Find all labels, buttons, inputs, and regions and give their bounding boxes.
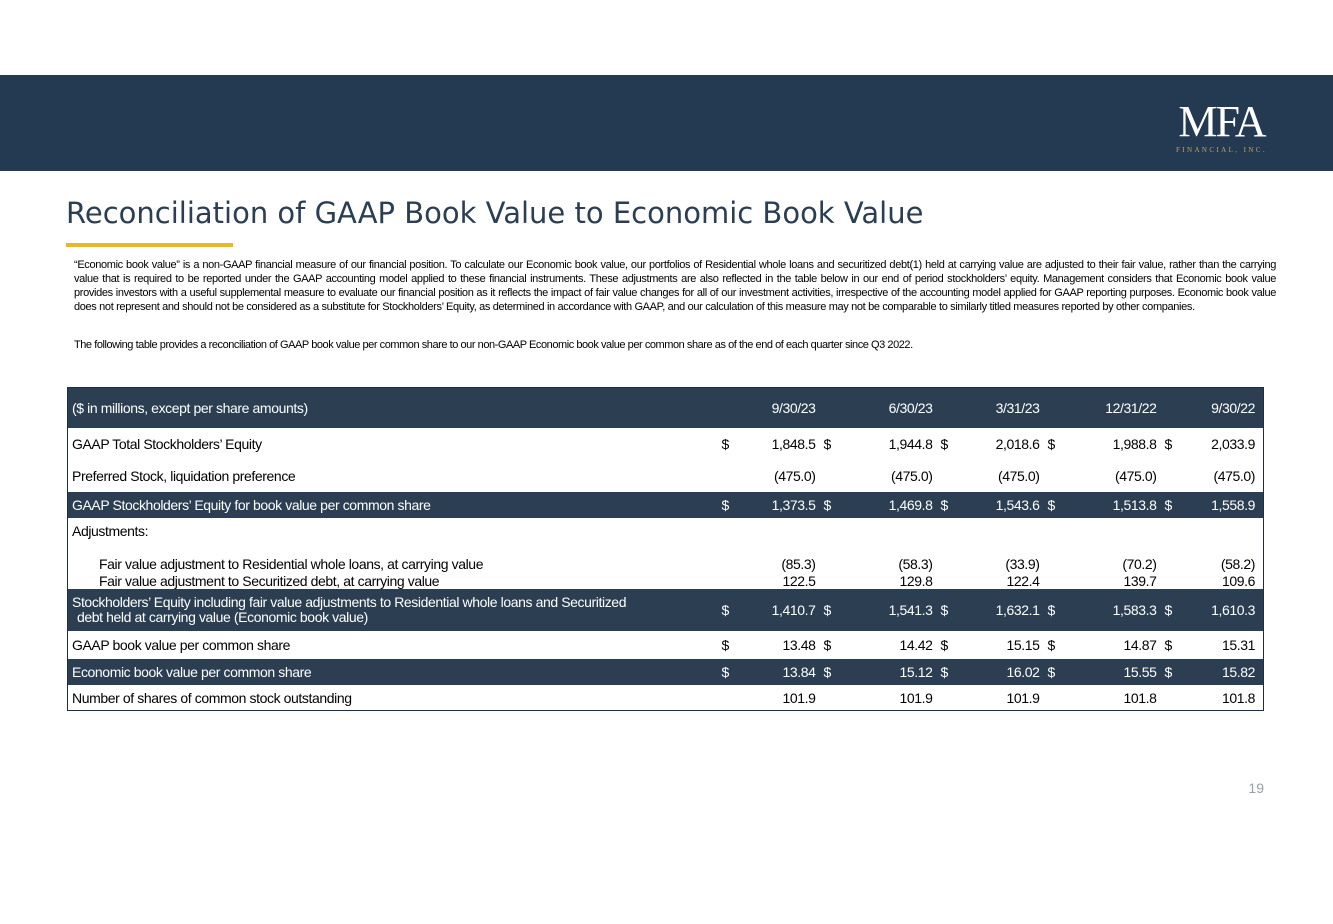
table-row-gaap-equity (68, 428, 1264, 460)
cell-value: 13.84 (744, 659, 824, 685)
row-label: Fair value adjustment to Residential whole loans, at carrying value (99, 556, 484, 572)
table-header-row (68, 388, 1264, 429)
col-header: 3/31/23 (963, 388, 1048, 429)
header-band (0, 75, 1333, 171)
cell-value: 15.31 (1221, 637, 1255, 653)
cell-value: (70.2) (1122, 556, 1157, 572)
dollar-sign: $ (722, 589, 744, 631)
col-header: 9/30/23 (744, 388, 824, 429)
cell-value: 15.12 (846, 659, 941, 685)
cell-value: 2,033.9 (1211, 436, 1255, 452)
header-label: ($ in millions, except per share amounts) (68, 388, 722, 429)
page-title: Reconciliation of GAAP Book Value to Economic Book Value (66, 196, 924, 230)
dollar-sign: $ (1048, 589, 1070, 631)
dollar-sign: $ (941, 589, 963, 631)
cell-value: 1,583.3 (1070, 589, 1165, 631)
row-label: GAAP Stockholders’ Equity for book value per common share (68, 492, 722, 518)
row-label: Adjustments: (72, 523, 149, 539)
cell-value: (475.0) (890, 468, 933, 484)
table-row-economic-equity (68, 589, 1264, 631)
page-number: 19 (1248, 780, 1264, 796)
row-label: Preferred Stock, liquidation preference (72, 468, 296, 484)
cell-value: 101.9 (782, 689, 816, 706)
row-label: Economic book value per common share (68, 659, 722, 685)
dollar-sign: $ (722, 492, 744, 518)
cell-value: 1,632.1 (963, 589, 1048, 631)
cell-value: 1,610.3 (1187, 589, 1264, 631)
dollar-sign: $ (1047, 637, 1055, 653)
row-label-line: debt held at carrying value (Economic book value) (77, 609, 368, 625)
col-header: 12/31/22 (1070, 388, 1165, 429)
table-row-shares (68, 685, 1264, 711)
row-label: Number of shares of common stock outstanding (72, 689, 352, 706)
cell-value: 15.55 (1070, 659, 1165, 685)
dollar-sign: $ (823, 637, 831, 653)
row-label-line: Stockholders’ Equity including fair value adjustments to Residential whole loans and Securitized (72, 594, 627, 610)
dollar-sign: $ (824, 589, 846, 631)
cell-value: 1,541.3 (846, 589, 941, 631)
cell-value: 1,410.7 (744, 589, 824, 631)
row-label: Fair value adjustment to Securitized debt, at carrying value (99, 573, 440, 589)
table-row-gaap-common (68, 492, 1264, 518)
cell-value: (475.0) (1213, 468, 1255, 484)
reconciliation-table (67, 387, 1264, 711)
dollar-sign: $ (1164, 637, 1172, 653)
col-header: 9/30/22 (1187, 388, 1264, 429)
cell-value: 129.8 (899, 573, 933, 589)
cell-value: 1,848.5 (771, 436, 816, 452)
cell-value: 1,988.8 (1112, 436, 1157, 452)
cell-value: 1,944.8 (888, 436, 933, 452)
cell-value: 1,469.8 (846, 492, 941, 518)
logo-wordmark: MFA (1178, 97, 1265, 146)
table-row-economic-bvps (68, 659, 1264, 685)
cell-value: 2,018.6 (995, 436, 1040, 452)
table-row-adjustments-heading (68, 518, 1264, 544)
cell-value: (33.9) (1005, 556, 1040, 572)
cell-value: (58.3) (898, 556, 933, 572)
cell-value: 139.7 (1123, 573, 1157, 589)
dollar-sign: $ (823, 436, 831, 452)
cell-value: (85.3) (781, 556, 816, 572)
cell-value: 1,373.5 (744, 492, 824, 518)
dollar-sign: $ (721, 436, 729, 452)
cell-value: 1,558.9 (1187, 492, 1264, 518)
cell-value: 101.8 (1221, 689, 1255, 706)
cell-value: 1,513.8 (1070, 492, 1165, 518)
cell-value: 16.02 (963, 659, 1048, 685)
mfa-logo (1175, 97, 1267, 154)
intro-paragraph: “Economic book value” is a non-GAAP financial measure of our financial position. To calculate our Economic book value, our portfolios of Residential whole loans and securitized debt(1) held at carrying value are adjusted to their fair value, rather than the carrying value that is required to be reported under the GAAP accounting model applied to these financial instruments. These adjustments are also reflected in the table below in our end of period stockholders’ equity. Management considers that Economic book value provides investors with a useful supplemental measure to evaluate our financial position as it reflects the impact of fair value changes for all of our investment activities, irrespective of the accounting model applied for GAAP reporting purposes. Economic book value does not represent and should not be considered as a substitute for Stockholders’ Equity, as determined in accordance with GAAP, and our calculation of this measure may not be comparable to similarly titled measures reported by other companies. (74, 259, 1276, 313)
cell-value: 101.9 (1006, 689, 1040, 706)
row-label: GAAP Total Stockholders’ Equity (72, 436, 262, 452)
row-label (68, 589, 722, 631)
dollar-sign: $ (940, 637, 948, 653)
cell-value: 101.9 (899, 689, 933, 706)
dollar-sign: $ (1164, 436, 1172, 452)
cell-value: 109.6 (1221, 573, 1255, 589)
cell-value: (475.0) (773, 468, 816, 484)
intro-table-note: The following table provides a reconciliation of GAAP book value per common share to our non-GAAP Economic book value per common share as of the end of each quarter since Q3 2022. (74, 339, 913, 351)
row-label: GAAP book value per common share (72, 637, 291, 653)
table-row-fv-loans (68, 544, 1264, 572)
dollar-sign: $ (1047, 436, 1055, 452)
cell-value: 14.42 (899, 637, 933, 653)
cell-value: 101.8 (1123, 689, 1157, 706)
col-header: 6/30/23 (846, 388, 941, 429)
dollar-sign: $ (1165, 492, 1187, 518)
cell-value: (475.0) (1114, 468, 1157, 484)
table-row-gaap-bvps (68, 631, 1264, 659)
dollar-sign: $ (1165, 659, 1187, 685)
dollar-sign: $ (941, 492, 963, 518)
cell-value: 13.48 (782, 637, 816, 653)
dollar-sign: $ (941, 659, 963, 685)
dollar-sign: $ (824, 492, 846, 518)
table-row-fv-debt (68, 572, 1264, 589)
dollar-sign: $ (721, 637, 729, 653)
cell-value: 15.15 (1006, 637, 1040, 653)
dollar-sign: $ (1165, 589, 1187, 631)
cell-value: 15.82 (1187, 659, 1264, 685)
dollar-sign: $ (722, 659, 744, 685)
dollar-sign: $ (1048, 659, 1070, 685)
dollar-sign: $ (940, 436, 948, 452)
cell-value: (58.2) (1220, 556, 1255, 572)
title-underline (66, 243, 233, 247)
cell-value: 122.4 (1006, 573, 1040, 589)
cell-value: 1,543.6 (963, 492, 1048, 518)
cell-value: 122.5 (782, 573, 816, 589)
dollar-sign: $ (824, 659, 846, 685)
cell-value: 14.87 (1123, 637, 1157, 653)
dollar-sign: $ (1048, 492, 1070, 518)
logo-subtitle: FINANCIAL, INC. (1175, 146, 1267, 154)
table-row-preferred (68, 460, 1264, 492)
cell-value: (475.0) (997, 468, 1040, 484)
